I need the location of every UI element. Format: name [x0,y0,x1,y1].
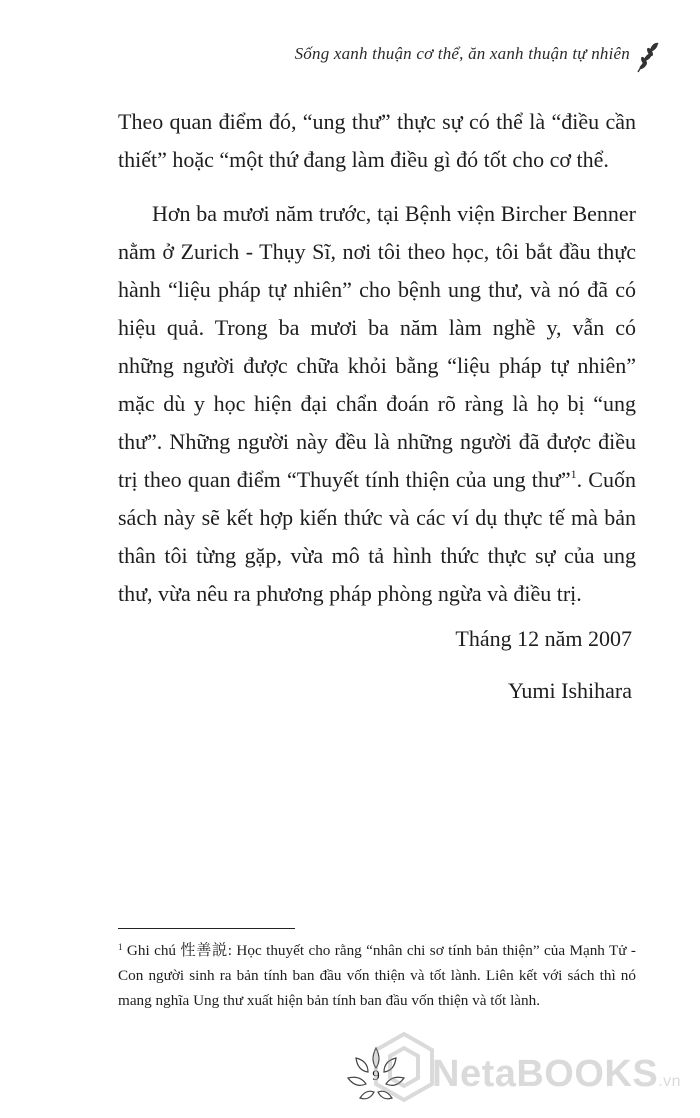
footnote-reference[interactable]: 1 [570,467,577,481]
paragraph-2-part-1: Hơn ba mươi năm trước, tại Bệnh viện Bircher Benner nằm ở Zurich - Thụy Sĩ, nơi tôi theo học, tôi bắt đầu thực hành “liệu pháp tự nhiên” cho bệnh ung thư, và nó đã có hiệu quả. Trong ba mươi ba năm làm nghề y, vẫn có những người được chữa khỏi bằng “liệu pháp tự nhiên” mặc dù y học hiện đại chẩn đoán rõ ràng là họ bị “ung thư”. Những người này đều là những người đã được điều trị theo quan điểm “Thuyết tính thiện của ung thư” [118,201,636,492]
body-text [118,103,636,629]
paragraph-1: Theo quan điểm đó, “ung thư” thực sự có thể là “điều cần thiết” hoặc “một thứ đang làm điều gì đó tốt cho cơ thể. [118,109,636,172]
header-title: Sống xanh thuận cơ thể, ăn xanh thuận tự nhiên [294,44,630,63]
watermark [432,1055,681,1093]
footnote-marker: 1 [118,942,123,952]
watermark-brand: NetaBOOKS [432,1053,659,1095]
leaf-icon [634,40,662,74]
watermark-suffix: .vn [658,1073,682,1090]
signature-date: Tháng 12 năm 2007 [455,626,632,651]
footnote [118,938,636,1013]
netabooks-logo-icon [372,1030,436,1104]
paragraph-2 [118,195,636,613]
footnote-text: Ghi chú 性善説: Học thuyết cho rằng “nhân chi sơ tính bản thiện” của Mạnh Tử - Con người sinh ra bản tính ban đầu vốn thiện và tốt lành. Liên kết với sách thì nó mang nghĩa Ung thư xuất hiện bản tính ban đầu vốn thiện và tốt lành. [118,942,636,1009]
footnote-divider [118,928,295,929]
paragraph-2-part-2: . Cuốn sách này sẽ kết hợp kiến thức và các ví dụ thực tế mà bản thân tôi từng gặp, vừa mô tả hình thức thực sự của ung thư, vừa nêu ra phương pháp phòng ngừa và điều trị. [118,467,636,606]
page-number: 9 [372,1068,380,1084]
signature-author: Yumi Ishihara [507,678,632,703]
